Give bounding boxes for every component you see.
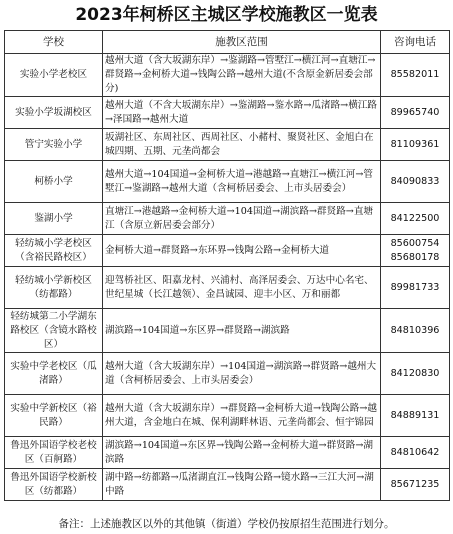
- district-scope: 越州大道（含大坂湖东岸）→104国道→湖滨路→群贤路→越州大道（含柯桥居委会、上市头居委会）: [103, 353, 381, 395]
- phone-cell: [381, 437, 450, 469]
- district-scope: 坂湖社区、东周社区、西周社区、小赭村、聚贤社区、金旭白在城四期、五期、元垄尚都会: [103, 129, 381, 161]
- phone-number: 85582011: [390, 69, 440, 80]
- table-row: [5, 54, 450, 97]
- document-title: 2023年柯桥区主城区学校施教区一览表: [75, 5, 378, 25]
- phone-number: 85680178: [390, 251, 440, 263]
- school-district-table: [4, 30, 450, 501]
- phone-number: 85600754: [390, 237, 440, 249]
- school-name: 柯桥小学: [5, 161, 103, 203]
- phone-number: 89981733: [390, 281, 440, 293]
- phone-number: 81109361: [390, 138, 440, 150]
- district-scope: 湖滨路→104国道→东区界→群贤路→湖滨路: [103, 309, 381, 353]
- table-row: [5, 235, 450, 267]
- phone-cell: [381, 161, 450, 203]
- school-name: 实验小学老校区: [5, 54, 103, 97]
- phone-number: 85671235: [390, 478, 440, 490]
- footnote: 备注：上述施教区以外的其他镇（街道）学校仍按原招生范围进行划分。: [58, 518, 395, 530]
- phone-cell: [381, 97, 450, 129]
- district-scope: 越州大道（含大坂湖东岸）→鉴湖路→管墅江→横江河→直塘江→群贤路→金柯桥大道→钱陶公路→越州大道(不含原金新居委会部分): [103, 54, 381, 97]
- table-row: [5, 353, 450, 395]
- phone-number: 84889131: [390, 409, 440, 421]
- phone-number: 84122500: [390, 212, 440, 224]
- school-name: 实验小学坂湖校区: [5, 97, 103, 129]
- school-name: 轻纺城第二小学湖东路校区（含镜水路校区）: [5, 309, 103, 353]
- phone-number: 84810642: [390, 446, 440, 458]
- phone-cell: [381, 353, 450, 395]
- phone-cell: [381, 235, 450, 267]
- school-name: 轻纺城小学老校区（含裕民路校区）: [5, 235, 103, 267]
- phone-cell: [381, 395, 450, 437]
- district-scope: 湖滨路→104国道→东区界→钱陶公路→金柯桥大道→群贤路→湖滨路: [103, 437, 381, 469]
- district-scope: 迎驾桥社区、阳嘉龙村、兴浦村、高泽居委会、万达中心名宅、世纪星城（长江越领）、金昌诚园、迎丰小区、万和丽都: [103, 267, 381, 309]
- school-name: 鉴湖小学: [5, 203, 103, 235]
- table-row: [5, 469, 450, 501]
- phone-cell: [381, 54, 450, 97]
- school-name: 鲁迅外国语学校新校区（纺都路）: [5, 469, 103, 501]
- school-name: 轻纺城小学新校区（纺都路）: [5, 267, 103, 309]
- school-name: 管宁实验小学: [5, 129, 103, 161]
- district-scope: 越州大道→104国道→金柯桥大道→港越路→直塘江→横江河→管墅江→鉴湖路→越州大道（含柯桥居委会、上市头居委会）: [103, 161, 381, 203]
- district-scope: 越州大道（含大坂湖东岸）→群贤路→金柯桥大道→钱陶公路→越州大道，含金地白在城、保利湖畔林语、元垄尚都会、恒宇锦园: [103, 395, 381, 437]
- table-row: [5, 161, 450, 203]
- phone-number: 84090833: [390, 175, 440, 187]
- table-row: [5, 97, 450, 129]
- header-phone: 咨询电话: [381, 31, 450, 54]
- phone-number: 84810396: [390, 324, 440, 336]
- phone-cell: [381, 469, 450, 501]
- phone-cell: [381, 267, 450, 309]
- phone-cell: [381, 203, 450, 235]
- table-row: [5, 267, 450, 309]
- table-row: [5, 437, 450, 469]
- district-scope: 金柯桥大道→群贤路→东环界→钱陶公路→金柯桥大道: [103, 235, 381, 267]
- district-scope: 湖中路→纺都路→瓜渚湖直江→钱陶公路→镜水路→三江大河→湖中路: [103, 469, 381, 501]
- table-row: [5, 129, 450, 161]
- header-scope: 施教区范围: [103, 31, 381, 54]
- district-scope: 直塘江→港越路→金柯桥大道→104国道→湖滨路→群贤路→直塘江（含原立新居委会部分）: [103, 203, 381, 235]
- phone-cell: [381, 129, 450, 161]
- school-name: 鲁迅外国语学校老校区（百舸路）: [5, 437, 103, 469]
- header-school: 学校: [5, 31, 103, 54]
- school-name: 实验中学老校区（瓜渚路）: [5, 353, 103, 395]
- table-header-row: [5, 31, 450, 54]
- table-row: [5, 395, 450, 437]
- district-scope: 越州大道（不含大坂湖东岸）→鉴湖路→鉴水路→瓜渚路→横江路→泽国路→越州大道: [103, 97, 381, 129]
- phone-number: 89965740: [390, 106, 440, 118]
- table-row: [5, 203, 450, 235]
- table-row: [5, 309, 450, 353]
- phone-cell: [381, 309, 450, 353]
- phone-number: 84120830: [390, 367, 440, 379]
- school-name: 实验中学新校区（裕民路）: [5, 395, 103, 437]
